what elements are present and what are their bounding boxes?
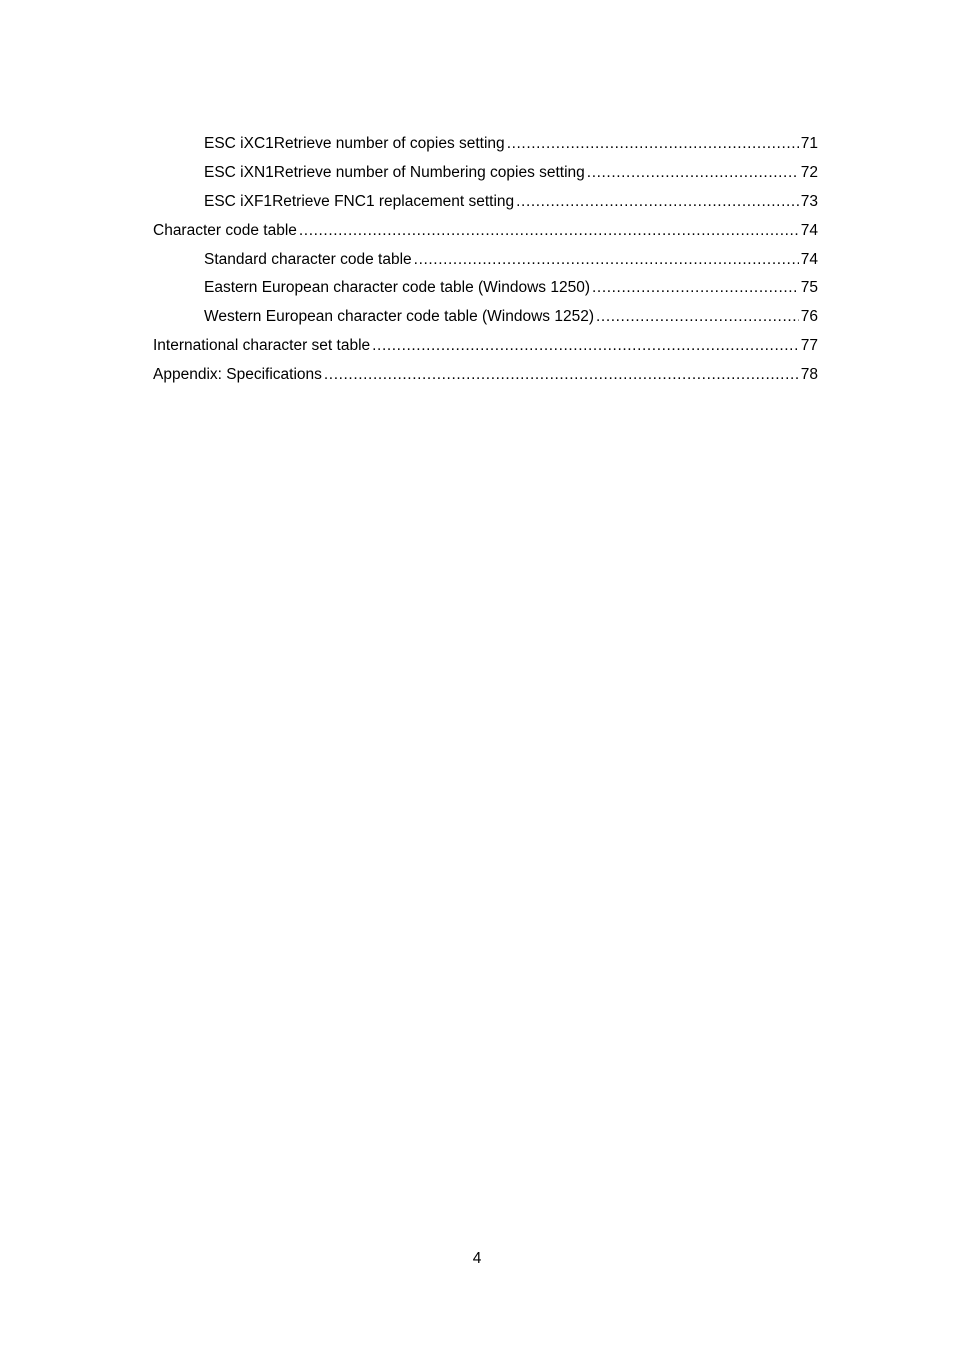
toc-entry-esc-ixc1[interactable] — [153, 133, 818, 162]
toc-entry-western-european-table[interactable] — [153, 306, 818, 335]
toc-entry-title: Western European character code table (Windows 1252) — [204, 308, 595, 326]
toc-entry-title: Standard character code table — [204, 250, 412, 268]
dot-leader — [414, 249, 799, 271]
toc-entry-code: ESC iXN1 — [204, 163, 274, 181]
toc-entry-title: Retrieve number of copies setting — [273, 135, 505, 152]
dot-leader — [299, 220, 799, 242]
toc-entry-character-code-table[interactable] — [153, 220, 818, 249]
toc-entry-page: 74 — [800, 250, 818, 268]
toc-entry-international-character-set-table[interactable] — [153, 335, 818, 364]
toc-entry-page: 74 — [800, 221, 818, 239]
toc-entry-code: ESC iXF1 — [204, 192, 273, 210]
toc-entry-standard-character-code-table[interactable] — [153, 249, 818, 278]
dot-leader — [587, 162, 799, 184]
toc-entry-esc-ixn1[interactable] — [153, 162, 818, 191]
toc-entry-code: ESC iXC1 — [204, 135, 274, 152]
toc-entry-page: 73 — [800, 192, 818, 210]
dot-leader — [592, 277, 799, 299]
toc-entry-appendix-specifications[interactable] — [153, 364, 818, 393]
toc-entry-title: Character code table — [153, 221, 297, 239]
toc-entry-title: Retrieve number of Numbering copies setting — [273, 163, 585, 181]
toc-entry-page: 77 — [800, 337, 818, 355]
toc-entry-eastern-european-table[interactable] — [153, 277, 818, 306]
page-number: 4 — [472, 1250, 482, 1267]
toc-entry-page: 76 — [800, 308, 818, 326]
dot-leader — [372, 335, 799, 357]
toc-entry-page: 75 — [800, 279, 818, 297]
toc-entry-page: 71 — [800, 135, 818, 152]
table-of-contents — [153, 133, 818, 393]
toc-entry-esc-ixf1[interactable] — [153, 191, 818, 220]
toc-entry-title: Eastern European character code table (Windows 1250) — [204, 279, 590, 297]
dot-leader — [596, 306, 799, 328]
toc-entry-title: Retrieve FNC1 replacement setting — [272, 192, 515, 210]
toc-entry-page: 78 — [800, 366, 818, 384]
toc-entry-page: 72 — [800, 163, 818, 181]
dot-leader — [507, 133, 799, 155]
dot-leader — [516, 191, 799, 213]
toc-entry-title: International character set table — [153, 337, 371, 355]
toc-entry-title: Appendix: Specifications — [153, 366, 322, 384]
dot-leader — [324, 364, 799, 386]
